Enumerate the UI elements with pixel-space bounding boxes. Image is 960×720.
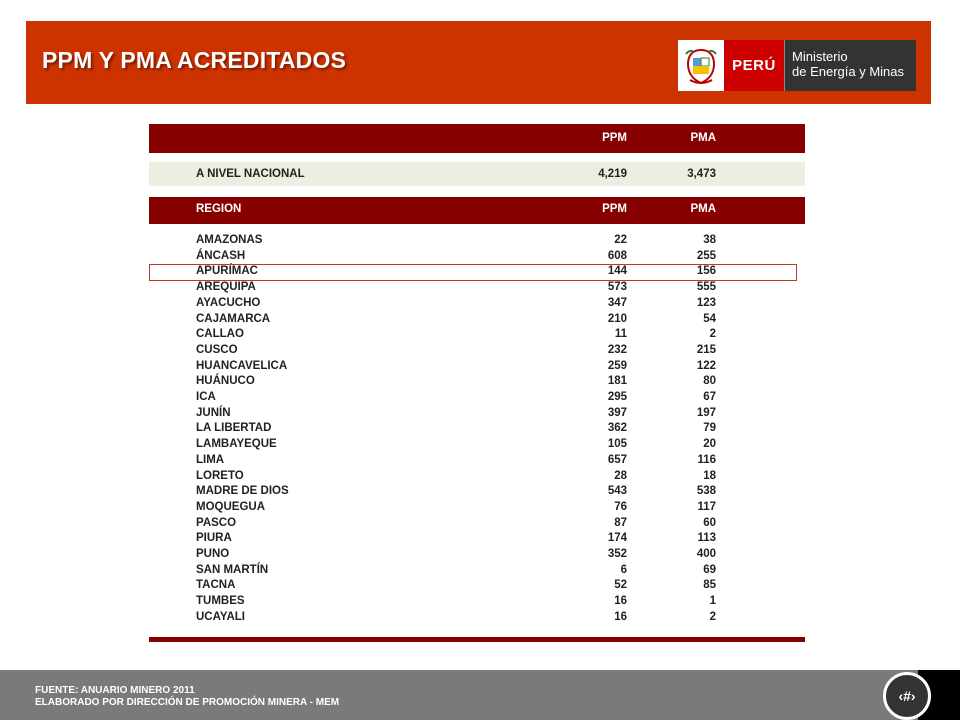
region-name: HUÁNUCO xyxy=(196,375,255,388)
region-name: LORETO xyxy=(196,469,244,482)
pma-value: 156 xyxy=(696,265,716,278)
pma-value: 215 xyxy=(696,343,716,356)
ppm-value: 608 xyxy=(607,249,627,262)
table-row xyxy=(149,359,805,375)
table-row xyxy=(149,406,805,422)
region-name: CAJAMARCA xyxy=(196,312,271,325)
pma-value: 123 xyxy=(696,296,716,309)
pma-value: 54 xyxy=(703,312,716,325)
pma-value: 67 xyxy=(703,391,716,403)
ministry-logo xyxy=(678,40,916,91)
pma-value: 85 xyxy=(703,579,716,592)
table-row xyxy=(149,500,805,516)
table-row xyxy=(149,563,805,579)
table-header-bar xyxy=(149,124,805,153)
pma-value: 60 xyxy=(703,516,716,529)
ministry-line-2: de Energía y Minas xyxy=(792,64,905,79)
table-row xyxy=(149,531,805,547)
ppm-value: 232 xyxy=(607,343,627,356)
table-bottom-rule xyxy=(149,637,805,642)
pma-value: 116 xyxy=(697,453,716,466)
ppm-value: 22 xyxy=(614,234,627,246)
ppm-value: 573 xyxy=(607,281,627,294)
region-name: LAMBAYEQUE xyxy=(196,438,277,451)
region-name: TUMBES xyxy=(196,595,245,608)
ppm-value: 76 xyxy=(614,500,627,513)
pma-value: 20 xyxy=(703,438,716,451)
ppm-value: 352 xyxy=(607,548,627,560)
col-header-pma: PMA xyxy=(690,132,716,144)
pma-value: 255 xyxy=(696,249,716,262)
table-row xyxy=(149,453,805,469)
region-name: MADRE DE DIOS xyxy=(196,485,289,498)
ppm-value: 6 xyxy=(620,563,627,576)
region-header-pma: PMA xyxy=(690,203,716,215)
pma-value: 113 xyxy=(697,532,716,545)
national-pma: 3,473 xyxy=(687,168,716,180)
coat-of-arms-icon xyxy=(678,40,724,91)
pma-value: 400 xyxy=(696,548,716,560)
source-note xyxy=(35,685,339,709)
region-name: PUNO xyxy=(196,548,230,560)
ppm-value: 174 xyxy=(607,532,627,545)
pma-value: 18 xyxy=(703,469,716,482)
pma-value: 69 xyxy=(703,563,716,576)
table-row xyxy=(149,390,805,406)
table-row xyxy=(149,233,805,249)
table-row xyxy=(149,594,805,610)
region-name: LIMA xyxy=(196,453,225,466)
footer xyxy=(0,670,960,720)
table-row xyxy=(149,280,805,296)
region-name: CUSCO xyxy=(196,343,238,356)
table-row xyxy=(149,343,805,359)
ppm-value: 144 xyxy=(607,265,627,278)
table-row xyxy=(149,469,805,485)
region-name: UCAYALI xyxy=(196,610,245,623)
region-name: MOQUEGUA xyxy=(196,500,265,513)
table-row xyxy=(149,547,805,563)
region-name: AREQUIPA xyxy=(196,281,256,294)
region-name: AYACUCHO xyxy=(196,296,261,309)
ppm-value: 295 xyxy=(607,391,627,403)
ppm-value: 11 xyxy=(614,328,627,341)
region-name: CALLAO xyxy=(196,328,244,341)
table-row xyxy=(149,374,805,390)
table-row xyxy=(149,327,805,343)
region-header-label: REGION xyxy=(196,203,242,215)
ppm-value: 16 xyxy=(614,595,627,608)
table-row xyxy=(149,484,805,500)
peru-label: PERÚ xyxy=(724,40,784,91)
region-name: TACNA xyxy=(196,579,236,592)
ppm-value: 259 xyxy=(607,359,627,372)
table-row xyxy=(149,296,805,312)
page-title: PPM Y PMA ACREDITADOS xyxy=(42,47,347,73)
region-header-ppm: PPM xyxy=(602,203,627,215)
ppm-value: 105 xyxy=(607,438,627,451)
pma-value: 2 xyxy=(709,328,716,341)
col-header-ppm: PPM xyxy=(602,132,627,144)
pma-value: 555 xyxy=(696,281,716,294)
table-row xyxy=(149,437,805,453)
ppm-value: 362 xyxy=(607,422,627,435)
header-banner xyxy=(26,21,931,104)
ppm-value: 543 xyxy=(607,485,627,498)
pma-value: 38 xyxy=(703,234,716,246)
ppm-value: 16 xyxy=(614,610,627,623)
region-name: HUANCAVELICA xyxy=(196,359,288,372)
ppm-value: 347 xyxy=(607,296,627,309)
table-row xyxy=(149,421,805,437)
table-row xyxy=(149,578,805,594)
region-name: APURÍMAC xyxy=(196,265,258,278)
table-row xyxy=(149,249,805,265)
ppm-value: 28 xyxy=(614,469,627,482)
region-name: SAN MARTÍN xyxy=(196,563,269,576)
source-line-1: FUENTE: ANUARIO MINERO 2011 xyxy=(35,685,195,696)
ppm-value: 52 xyxy=(614,579,627,592)
pma-value: 79 xyxy=(703,422,716,435)
ministry-label xyxy=(784,40,916,91)
table-row xyxy=(149,312,805,328)
pma-value: 1 xyxy=(709,595,716,608)
table-row xyxy=(149,610,805,626)
ppm-value: 657 xyxy=(607,453,627,466)
region-name: ICA xyxy=(196,391,216,403)
table-row xyxy=(149,516,805,532)
ppm-value: 210 xyxy=(607,312,627,325)
table-row xyxy=(149,264,805,280)
ppm-value: 181 xyxy=(607,375,627,388)
pma-value: 117 xyxy=(697,500,716,513)
pma-value: 197 xyxy=(696,406,716,419)
region-name: AMAZONAS xyxy=(196,234,263,246)
ppm-value: 87 xyxy=(614,516,627,529)
national-label: A NIVEL NACIONAL xyxy=(196,168,305,180)
region-header-bar xyxy=(149,197,805,224)
pma-value: 538 xyxy=(696,485,716,498)
pma-value: 80 xyxy=(703,375,716,388)
pma-value: 2 xyxy=(709,610,716,623)
ministry-line-1: Ministerio xyxy=(792,49,848,64)
region-name: LA LIBERTAD xyxy=(196,422,272,435)
region-name: ÁNCASH xyxy=(196,249,246,262)
pma-value: 122 xyxy=(696,359,716,372)
source-line-2: ELABORADO POR DIRECCIÓN DE PROMOCIÓN MINERA - MEM xyxy=(35,697,340,708)
region-name: PIURA xyxy=(196,532,232,545)
region-name: PASCO xyxy=(196,516,237,529)
page-number-badge: ‹#› xyxy=(883,672,931,720)
national-total-row xyxy=(149,162,805,186)
region-table-body xyxy=(149,233,805,629)
ppm-value: 397 xyxy=(607,406,627,419)
national-ppm: 4,219 xyxy=(598,168,627,180)
region-name: JUNÍN xyxy=(196,406,231,419)
